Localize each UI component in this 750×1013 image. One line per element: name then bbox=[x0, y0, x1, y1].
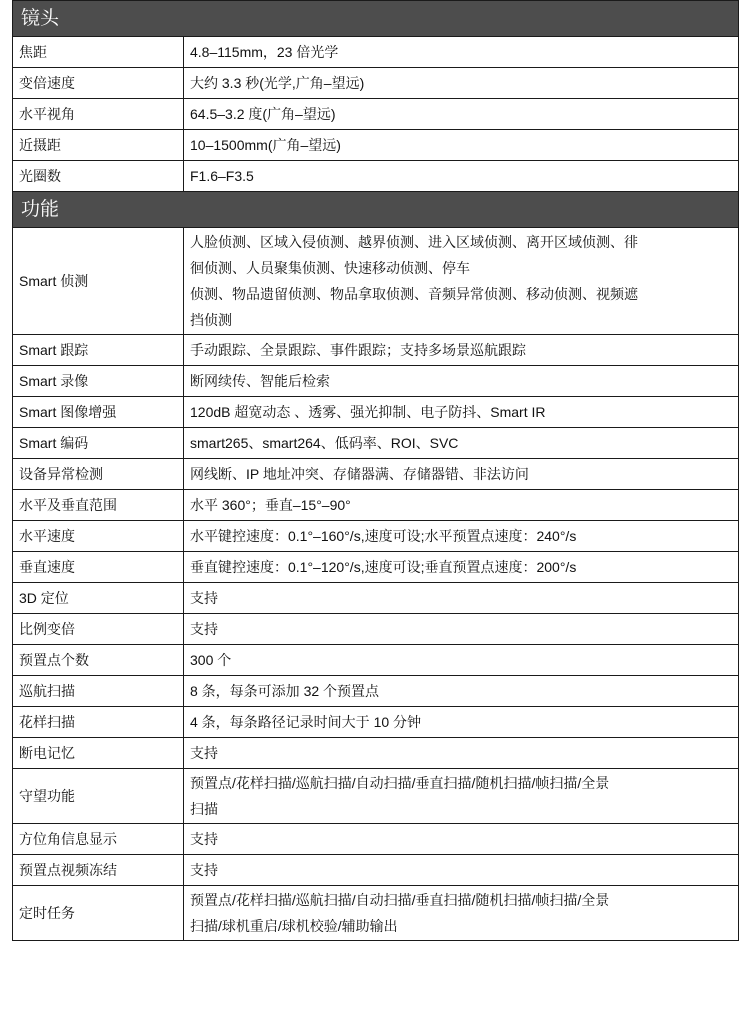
spec-value-line: 8 条，每条可添加 32 个预置点 bbox=[190, 683, 380, 699]
spec-value-line: 120dB 超宽动态 、透雾、强光抑制、电子防抖、Smart IR bbox=[190, 404, 546, 420]
spec-row bbox=[13, 769, 739, 824]
spec-row bbox=[13, 855, 739, 886]
spec-label: 变倍速度 bbox=[13, 68, 184, 99]
spec-value-line: F1.6–F3.5 bbox=[190, 168, 254, 184]
spec-value-line: 手动跟踪、全景跟踪、事件跟踪；支持多场景巡航跟踪 bbox=[190, 342, 526, 358]
spec-value bbox=[184, 707, 739, 738]
spec-value bbox=[184, 769, 739, 824]
spec-value bbox=[184, 824, 739, 855]
section-title: 镜头 bbox=[13, 1, 739, 37]
section-header bbox=[13, 1, 739, 37]
spec-value bbox=[184, 521, 739, 552]
spec-label: 水平速度 bbox=[13, 521, 184, 552]
spec-row bbox=[13, 707, 739, 738]
spec-value-line: smart265、smart264、低码率、ROI、SVC bbox=[190, 435, 459, 451]
spec-label: 断电记忆 bbox=[13, 738, 184, 769]
spec-value-line: 支持 bbox=[190, 862, 218, 878]
spec-label: Smart 侦测 bbox=[13, 228, 184, 335]
spec-row bbox=[13, 490, 739, 521]
spec-label: 花样扫描 bbox=[13, 707, 184, 738]
spec-label: 守望功能 bbox=[13, 769, 184, 824]
spec-row bbox=[13, 37, 739, 68]
spec-row bbox=[13, 428, 739, 459]
spec-row bbox=[13, 676, 739, 707]
spec-value bbox=[184, 614, 739, 645]
spec-value bbox=[184, 645, 739, 676]
spec-value bbox=[184, 459, 739, 490]
spec-value-line: 徊侦测、人员聚集侦测、快速移动侦测、停车 bbox=[190, 260, 470, 276]
spec-value bbox=[184, 490, 739, 521]
spec-row bbox=[13, 366, 739, 397]
spec-value-line: 支持 bbox=[190, 590, 218, 606]
spec-label: 光圈数 bbox=[13, 161, 184, 192]
spec-row bbox=[13, 99, 739, 130]
spec-label: 定时任务 bbox=[13, 886, 184, 941]
spec-row bbox=[13, 130, 739, 161]
section-title: 功能 bbox=[13, 192, 739, 228]
spec-label: 方位角信息显示 bbox=[13, 824, 184, 855]
spec-value bbox=[184, 397, 739, 428]
spec-row bbox=[13, 459, 739, 490]
spec-value bbox=[184, 68, 739, 99]
spec-row bbox=[13, 521, 739, 552]
section-header bbox=[13, 192, 739, 228]
spec-row bbox=[13, 645, 739, 676]
spec-row bbox=[13, 335, 739, 366]
spec-value-line: 支持 bbox=[190, 831, 218, 847]
spec-value bbox=[184, 428, 739, 459]
spec-label: Smart 图像增强 bbox=[13, 397, 184, 428]
spec-label: Smart 编码 bbox=[13, 428, 184, 459]
spec-table bbox=[12, 0, 739, 941]
spec-row bbox=[13, 614, 739, 645]
spec-value-line: 扫描 bbox=[190, 801, 218, 817]
spec-value bbox=[184, 886, 739, 941]
spec-value-line: 网线断、IP 地址冲突、存储器满、存储器错、非法访问 bbox=[190, 466, 529, 482]
spec-value-line: 预置点/花样扫描/巡航扫描/自动扫描/垂直扫描/随机扫描/帧扫描/全景 bbox=[190, 892, 610, 908]
spec-value bbox=[184, 855, 739, 886]
spec-label: 3D 定位 bbox=[13, 583, 184, 614]
spec-row bbox=[13, 397, 739, 428]
spec-value-line: 300 个 bbox=[190, 652, 232, 668]
spec-value bbox=[184, 583, 739, 614]
spec-value-line: 侦测、物品遗留侦测、物品拿取侦测、音频异常侦测、移动侦测、视频遮 bbox=[190, 286, 638, 302]
spec-value-line: 水平 360°；垂直–15°–90° bbox=[190, 497, 351, 513]
spec-value-line: 预置点/花样扫描/巡航扫描/自动扫描/垂直扫描/随机扫描/帧扫描/全景 bbox=[190, 775, 610, 791]
spec-value bbox=[184, 676, 739, 707]
spec-value-line: 64.5–3.2 度(广角–望远) bbox=[190, 106, 336, 122]
spec-row bbox=[13, 552, 739, 583]
spec-label: 设备异常检测 bbox=[13, 459, 184, 490]
spec-label: 预置点个数 bbox=[13, 645, 184, 676]
spec-value bbox=[184, 99, 739, 130]
spec-value-line: 4 条，每条路径记录时间大于 10 分钟 bbox=[190, 714, 422, 730]
spec-value-line: 扫描/球机重启/球机校验/辅助输出 bbox=[190, 918, 398, 934]
spec-row bbox=[13, 68, 739, 99]
spec-value-line: 支持 bbox=[190, 621, 218, 637]
spec-label: Smart 跟踪 bbox=[13, 335, 184, 366]
spec-label: 预置点视频冻结 bbox=[13, 855, 184, 886]
spec-row bbox=[13, 228, 739, 335]
spec-value-line: 人脸侦测、区域入侵侦测、越界侦测、进入区域侦测、离开区域侦测、徘 bbox=[190, 234, 638, 250]
spec-label: Smart 录像 bbox=[13, 366, 184, 397]
spec-row bbox=[13, 824, 739, 855]
spec-value bbox=[184, 161, 739, 192]
spec-row bbox=[13, 161, 739, 192]
spec-value-line: 水平键控速度：0.1°–160°/s,速度可设;水平预置点速度：240°/s bbox=[190, 528, 577, 544]
spec-value-line: 大约 3.3 秒(光学,广角–望远) bbox=[190, 75, 365, 91]
spec-row bbox=[13, 886, 739, 941]
spec-value bbox=[184, 366, 739, 397]
spec-label: 焦距 bbox=[13, 37, 184, 68]
spec-value-line: 10–1500mm(广角–望远) bbox=[190, 137, 341, 153]
spec-value-line: 支持 bbox=[190, 745, 218, 761]
spec-value-line: 4.8–115mm，23 倍光学 bbox=[190, 44, 339, 60]
spec-label: 垂直速度 bbox=[13, 552, 184, 583]
spec-value-line: 断网续传、智能后检索 bbox=[190, 373, 330, 389]
spec-label: 水平视角 bbox=[13, 99, 184, 130]
spec-value bbox=[184, 738, 739, 769]
spec-value bbox=[184, 37, 739, 68]
spec-label: 巡航扫描 bbox=[13, 676, 184, 707]
spec-label: 水平及垂直范围 bbox=[13, 490, 184, 521]
spec-label: 近摄距 bbox=[13, 130, 184, 161]
spec-row bbox=[13, 583, 739, 614]
spec-value bbox=[184, 552, 739, 583]
spec-value-line: 垂直键控速度：0.1°–120°/s,速度可设;垂直预置点速度：200°/s bbox=[190, 559, 577, 575]
spec-value bbox=[184, 228, 739, 335]
spec-value-line: 挡侦测 bbox=[190, 312, 232, 328]
spec-value bbox=[184, 130, 739, 161]
spec-value bbox=[184, 335, 739, 366]
spec-label: 比例变倍 bbox=[13, 614, 184, 645]
spec-row bbox=[13, 738, 739, 769]
